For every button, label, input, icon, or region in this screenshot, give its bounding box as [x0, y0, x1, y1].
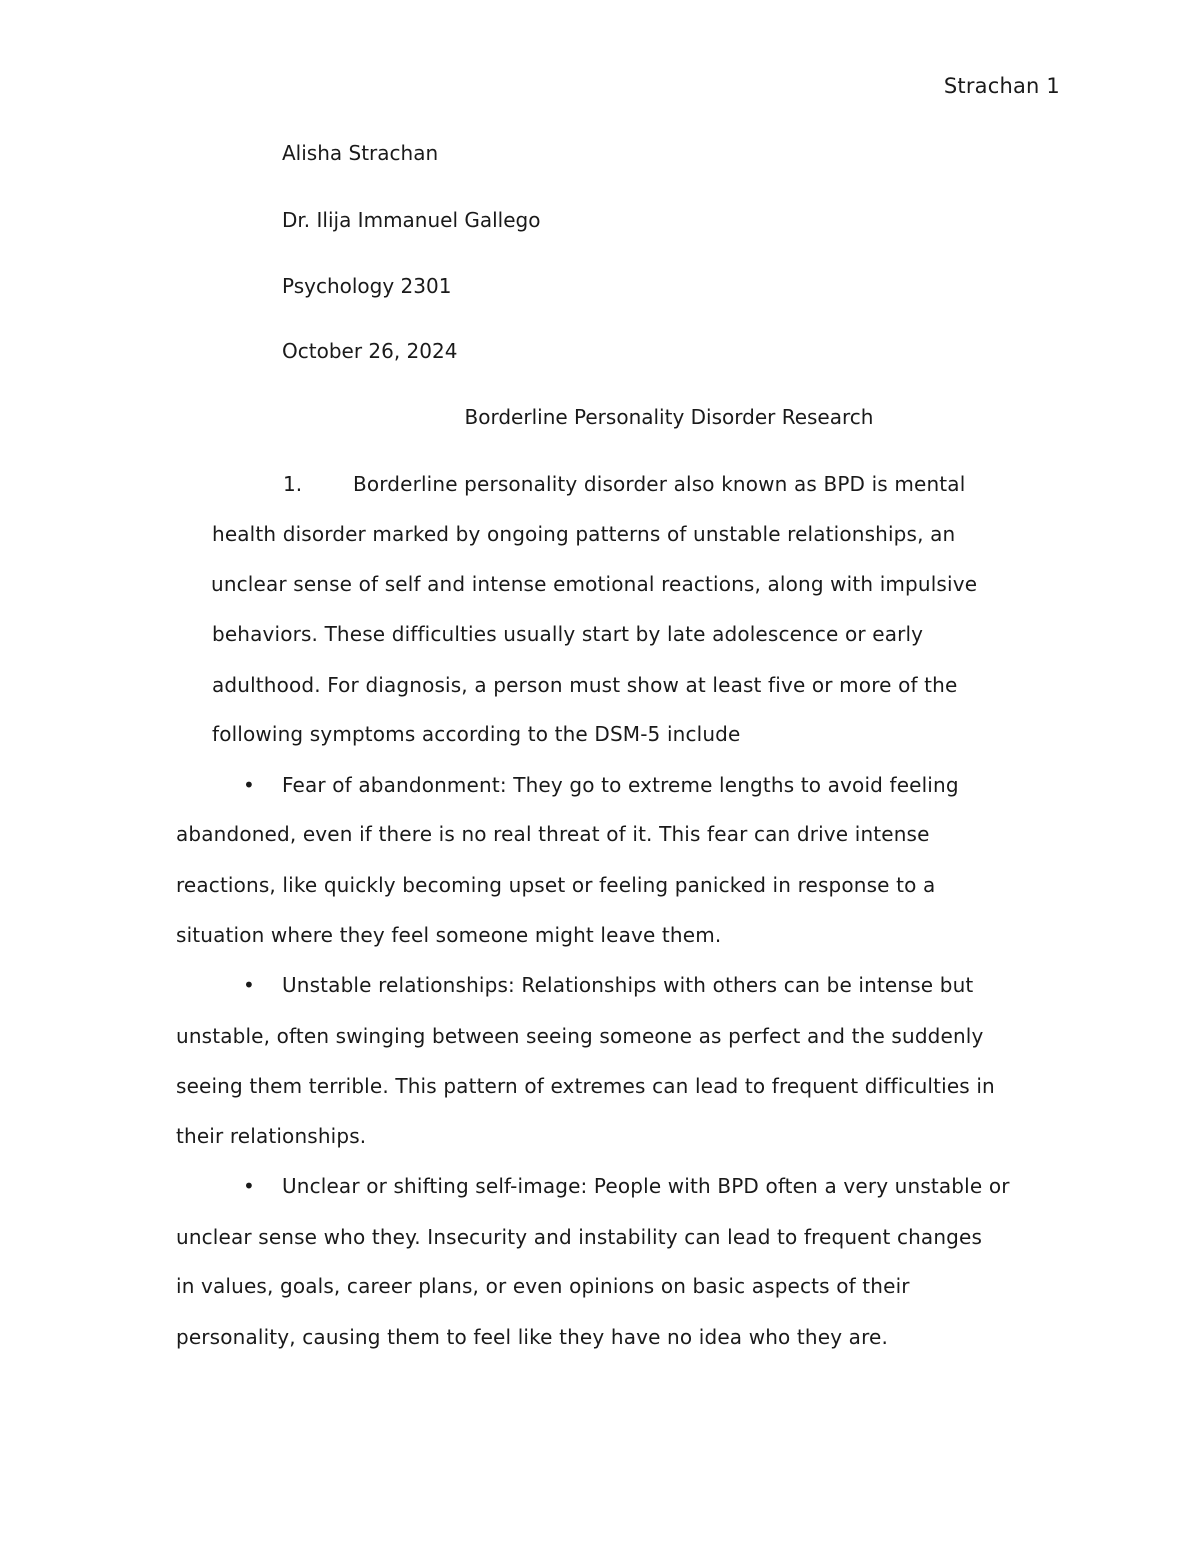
bullet-symbol: •	[243, 773, 255, 797]
paper-title: Borderline Personality Disorder Research	[464, 405, 874, 429]
paragraph-line: unclear sense of self and intense emotional reactions, along with impulsive	[211, 572, 978, 596]
author-name: Alisha Strachan	[282, 141, 439, 165]
bullet-line: situation where they feel someone might leave them.	[176, 923, 722, 947]
bullet-line: unclear sense who they. Insecurity and instability can lead to frequent changes	[176, 1225, 983, 1249]
bullet-line: Fear of abandonment: They go to extreme lengths to avoid feeling	[282, 773, 959, 797]
bullet-line: personality, causing them to feel like they have no idea who they are.	[176, 1325, 888, 1349]
bullet-line: abandoned, even if there is no real threat of it. This fear can drive intense	[176, 822, 930, 846]
bullet-line: their relationships.	[176, 1124, 367, 1148]
bullet-line: unstable, often swinging between seeing someone as perfect and the suddenly	[176, 1024, 984, 1048]
submission-date: October 26, 2024	[282, 339, 458, 363]
bullet-line: reactions, like quickly becoming upset or feeling panicked in response to a	[176, 873, 936, 897]
bullet-symbol: •	[243, 973, 255, 997]
bullet-line: seeing them terrible. This pattern of extremes can lead to frequent difficulties in	[176, 1074, 995, 1098]
course-name: Psychology 2301	[282, 274, 452, 298]
item-number: 1.	[283, 472, 303, 496]
instructor-name: Dr. Ilija Immanuel Gallego	[282, 208, 541, 232]
bullet-line: in values, goals, career plans, or even opinions on basic aspects of their	[176, 1274, 910, 1298]
bullet-line: Unclear or shifting self-image: People with BPD often a very unstable or	[282, 1174, 1010, 1198]
running-head: Strachan 1	[943, 74, 1060, 98]
paragraph-line: Borderline personality disorder also known as BPD is mental	[353, 472, 966, 496]
bullet-line: Unstable relationships: Relationships with others can be intense but	[282, 973, 974, 997]
paragraph-line: behaviors. These difficulties usually start by late adolescence or early	[212, 622, 924, 646]
paragraph-line: health disorder marked by ongoing patterns of unstable relationships, an	[212, 522, 956, 546]
paragraph-line: adulthood. For diagnosis, a person must show at least five or more of the	[212, 673, 958, 697]
paragraph-line: following symptoms according to the DSM-5 include	[212, 722, 741, 746]
bullet-symbol: •	[243, 1174, 255, 1198]
